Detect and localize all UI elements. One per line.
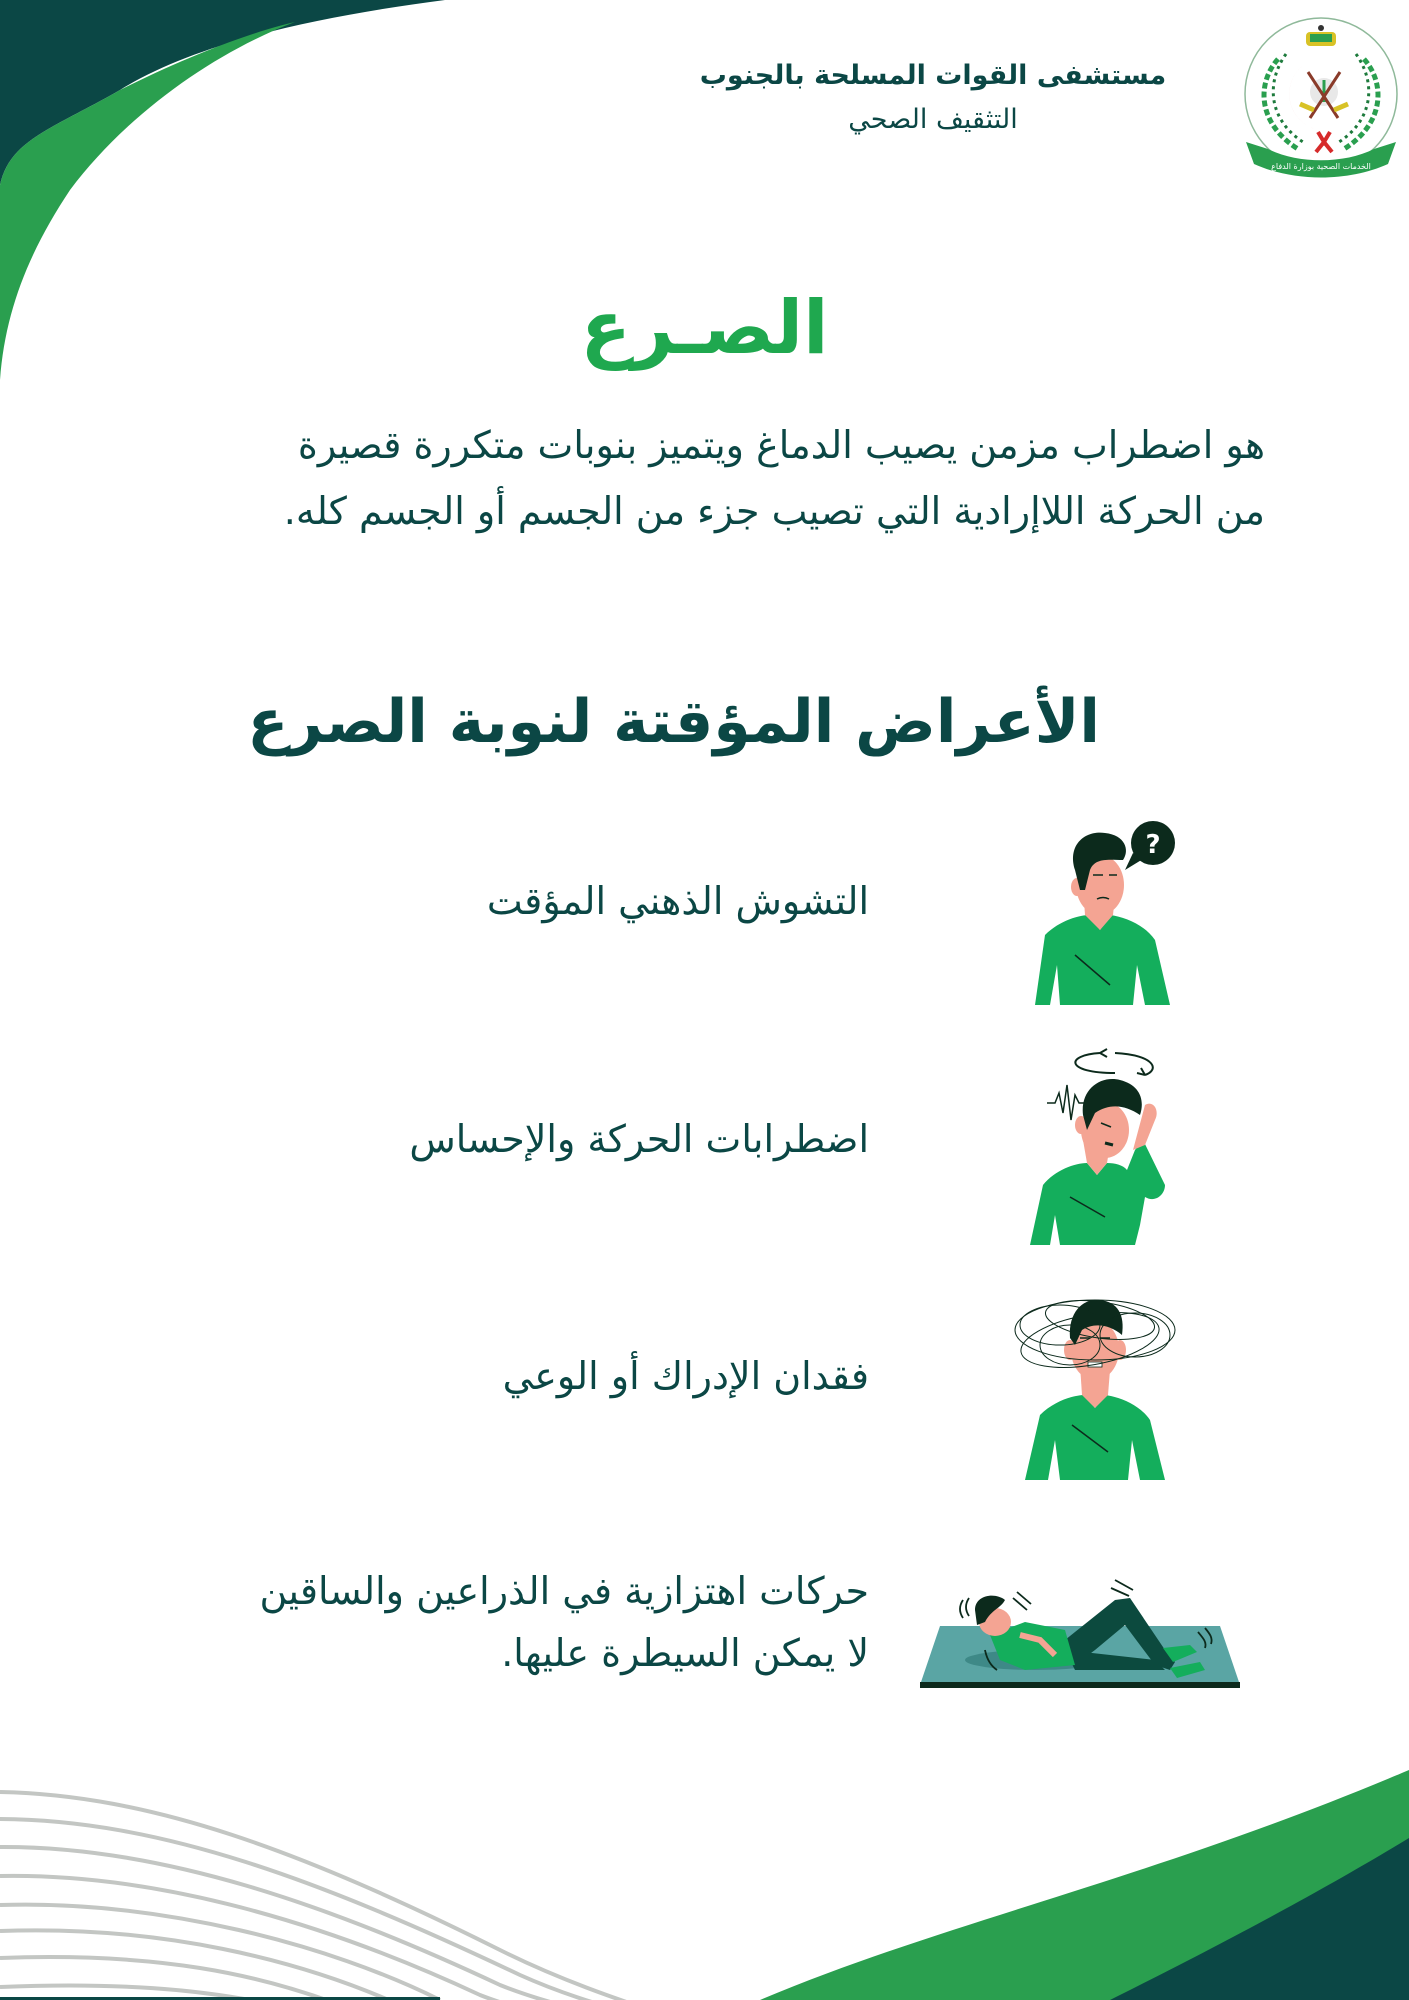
symptom-item xyxy=(503,1345,869,1407)
header xyxy=(653,54,1213,142)
intro-line: من الحركة اللاإرادية التي تصيب جزء من الجسم أو الجسم كله. xyxy=(283,489,1265,533)
symptom-label: لا يمكن السيطرة عليها. xyxy=(501,1631,869,1675)
intro-paragraph xyxy=(130,412,1265,544)
disoriented-person-icon xyxy=(1000,1290,1190,1490)
intro-line: هو اضطراب مزمن يصيب الدماغ ويتميز بنوبات متكررة قصيرة xyxy=(297,423,1265,467)
svg-text:?: ? xyxy=(1145,830,1161,860)
symptom-label: فقدان الإدراك أو الوعي xyxy=(502,1354,869,1398)
logo-banner-text: الخدمات الصحية بوزارة الدفاع xyxy=(1271,162,1371,171)
symptom-item xyxy=(409,1108,869,1170)
symptom-label: اضطرابات الحركة والإحساس xyxy=(409,1117,869,1161)
page-title: الصـرع xyxy=(580,285,829,371)
dizzy-person-icon xyxy=(1005,1045,1185,1245)
symptom-item xyxy=(259,1560,869,1684)
symptom-label: حركات اهتزازية في الذراعين والساقين xyxy=(259,1569,869,1613)
military-medical-emblem-icon xyxy=(1238,14,1404,180)
organization-name: مستشفى القوات المسلحة بالجنوب xyxy=(699,60,1167,91)
section-title: الأعراض المؤقتة لنوبة الصرع xyxy=(247,687,1100,757)
symptom-item xyxy=(487,870,869,932)
confused-person-icon xyxy=(1005,815,1185,1005)
department-name: التثقيف الصحي xyxy=(848,104,1018,135)
symptom-label: التشوش الذهني المؤقت xyxy=(486,879,869,923)
seizure-person-icon xyxy=(915,1570,1245,1695)
